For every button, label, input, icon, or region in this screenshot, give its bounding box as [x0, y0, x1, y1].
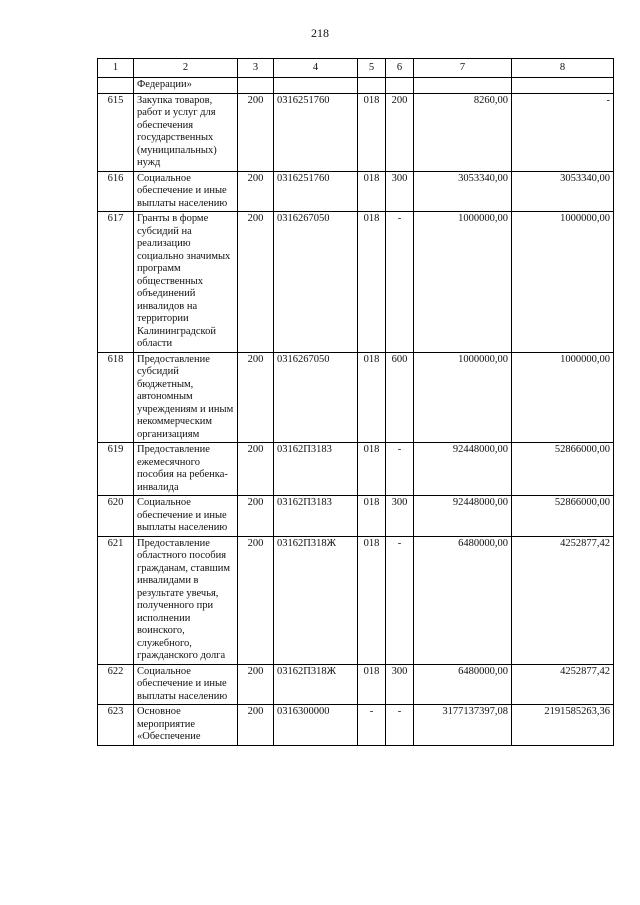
- cell-code: 0316267050: [274, 352, 358, 443]
- cell-col3: 200: [238, 664, 274, 705]
- cell-col3: 200: [238, 443, 274, 496]
- cell-col6: 300: [386, 496, 414, 537]
- cell-code: 03162П318Ж: [274, 664, 358, 705]
- cell-amount-7: 1000000,00: [414, 352, 512, 443]
- cell-code: 0316251760: [274, 93, 358, 171]
- cell-col6: 300: [386, 664, 414, 705]
- cell-col3: 200: [238, 705, 274, 746]
- cell-col6: -: [386, 705, 414, 746]
- row-name: Предоставление областного пособия гражданам, ставшим инвалидами в результате увечья, полученного при исполнении воинского, служебного, гражданского долга: [134, 536, 238, 664]
- cell-code: 0316267050: [274, 212, 358, 353]
- cell-amount-8: 2191585263,36: [512, 705, 614, 746]
- cell-amount-7: 6480000,00: [414, 664, 512, 705]
- table-row: [98, 536, 614, 664]
- cell-col6: 200: [386, 93, 414, 171]
- cell-amount-8: 1000000,00: [512, 352, 614, 443]
- row-number: 616: [98, 171, 134, 212]
- column-header: 5: [358, 59, 386, 78]
- table-cell: [98, 78, 134, 94]
- cell-col5: 018: [358, 443, 386, 496]
- cell-col5: 018: [358, 93, 386, 171]
- table-cell: [238, 78, 274, 94]
- cell-amount-8: 52866000,00: [512, 496, 614, 537]
- cell-col5: 018: [358, 536, 386, 664]
- cell-col6: 600: [386, 352, 414, 443]
- column-header: 4: [274, 59, 358, 78]
- column-header: 6: [386, 59, 414, 78]
- row-name: Социальное обеспечение и иные выплаты населению: [134, 664, 238, 705]
- cell-code: 03162П318Ж: [274, 536, 358, 664]
- row-number: 617: [98, 212, 134, 353]
- cell-col5: 018: [358, 496, 386, 537]
- column-header: 2: [134, 59, 238, 78]
- row-number: 619: [98, 443, 134, 496]
- cell-col6: -: [386, 443, 414, 496]
- cell-col6: -: [386, 536, 414, 664]
- cell-amount-8: 3053340,00: [512, 171, 614, 212]
- continuation-row: [98, 78, 614, 94]
- row-name: Предоставление ежемесячного пособия на ребенка-инвалида: [134, 443, 238, 496]
- cell-code: 03162П3183: [274, 496, 358, 537]
- continuation-text: Федерации»: [134, 78, 238, 94]
- table-row: [98, 171, 614, 212]
- row-number: 618: [98, 352, 134, 443]
- cell-code: 03162П3183: [274, 443, 358, 496]
- cell-amount-8: 4252877,42: [512, 536, 614, 664]
- table-cell: [274, 78, 358, 94]
- row-name: Социальное обеспечение и иные выплаты населению: [134, 496, 238, 537]
- column-header: 1: [98, 59, 134, 78]
- page-number: 218: [311, 26, 329, 40]
- cell-col6: -: [386, 212, 414, 353]
- row-number: 620: [98, 496, 134, 537]
- table-cell: [512, 78, 614, 94]
- cell-col5: 018: [358, 352, 386, 443]
- cell-col5: 018: [358, 664, 386, 705]
- cell-amount-7: 8260,00: [414, 93, 512, 171]
- table-cell: [386, 78, 414, 94]
- cell-col3: 200: [238, 352, 274, 443]
- row-name: Предоставление субсидий бюджетным, автономным учреждениям и иным некоммерческим организациям: [134, 352, 238, 443]
- cell-amount-8: 1000000,00: [512, 212, 614, 353]
- row-number: 621: [98, 536, 134, 664]
- cell-col3: 200: [238, 496, 274, 537]
- budget-table: [97, 58, 614, 746]
- row-number: 615: [98, 93, 134, 171]
- table-row: [98, 443, 614, 496]
- table-row: [98, 496, 614, 537]
- table-row: [98, 212, 614, 353]
- cell-amount-7: 1000000,00: [414, 212, 512, 353]
- cell-amount-8: 52866000,00: [512, 443, 614, 496]
- table-cell: [358, 78, 386, 94]
- row-number: 622: [98, 664, 134, 705]
- column-header: 7: [414, 59, 512, 78]
- cell-col3: 200: [238, 171, 274, 212]
- cell-amount-7: 92448000,00: [414, 496, 512, 537]
- row-name: Социальное обеспечение и иные выплаты населению: [134, 171, 238, 212]
- cell-code: 0316300000: [274, 705, 358, 746]
- cell-amount-7: 6480000,00: [414, 536, 512, 664]
- cell-col5: 018: [358, 212, 386, 353]
- cell-amount-8: 4252877,42: [512, 664, 614, 705]
- cell-col5: -: [358, 705, 386, 746]
- cell-col3: 200: [238, 536, 274, 664]
- row-name: Основное мероприятие «Обеспечение: [134, 705, 238, 746]
- cell-amount-8: -: [512, 93, 614, 171]
- column-header: 3: [238, 59, 274, 78]
- table-row: [98, 93, 614, 171]
- table-row: [98, 352, 614, 443]
- cell-col5: 018: [358, 171, 386, 212]
- cell-col6: 300: [386, 171, 414, 212]
- cell-amount-7: 3053340,00: [414, 171, 512, 212]
- table-row: [98, 664, 614, 705]
- cell-col3: 200: [238, 212, 274, 353]
- row-name: Гранты в форме субсидий на реализацию социально значимых программ общественных объединений инвалидов на территории Калининградской области: [134, 212, 238, 353]
- column-header: 8: [512, 59, 614, 78]
- table-row: [98, 705, 614, 746]
- row-name: Закупка товаров, работ и услуг для обеспечения государственных (муниципальных) нужд: [134, 93, 238, 171]
- row-number: 623: [98, 705, 134, 746]
- cell-col3: 200: [238, 93, 274, 171]
- cell-amount-7: 3177137397,08: [414, 705, 512, 746]
- cell-amount-7: 92448000,00: [414, 443, 512, 496]
- table-cell: [414, 78, 512, 94]
- cell-code: 0316251760: [274, 171, 358, 212]
- header-row: [98, 59, 614, 78]
